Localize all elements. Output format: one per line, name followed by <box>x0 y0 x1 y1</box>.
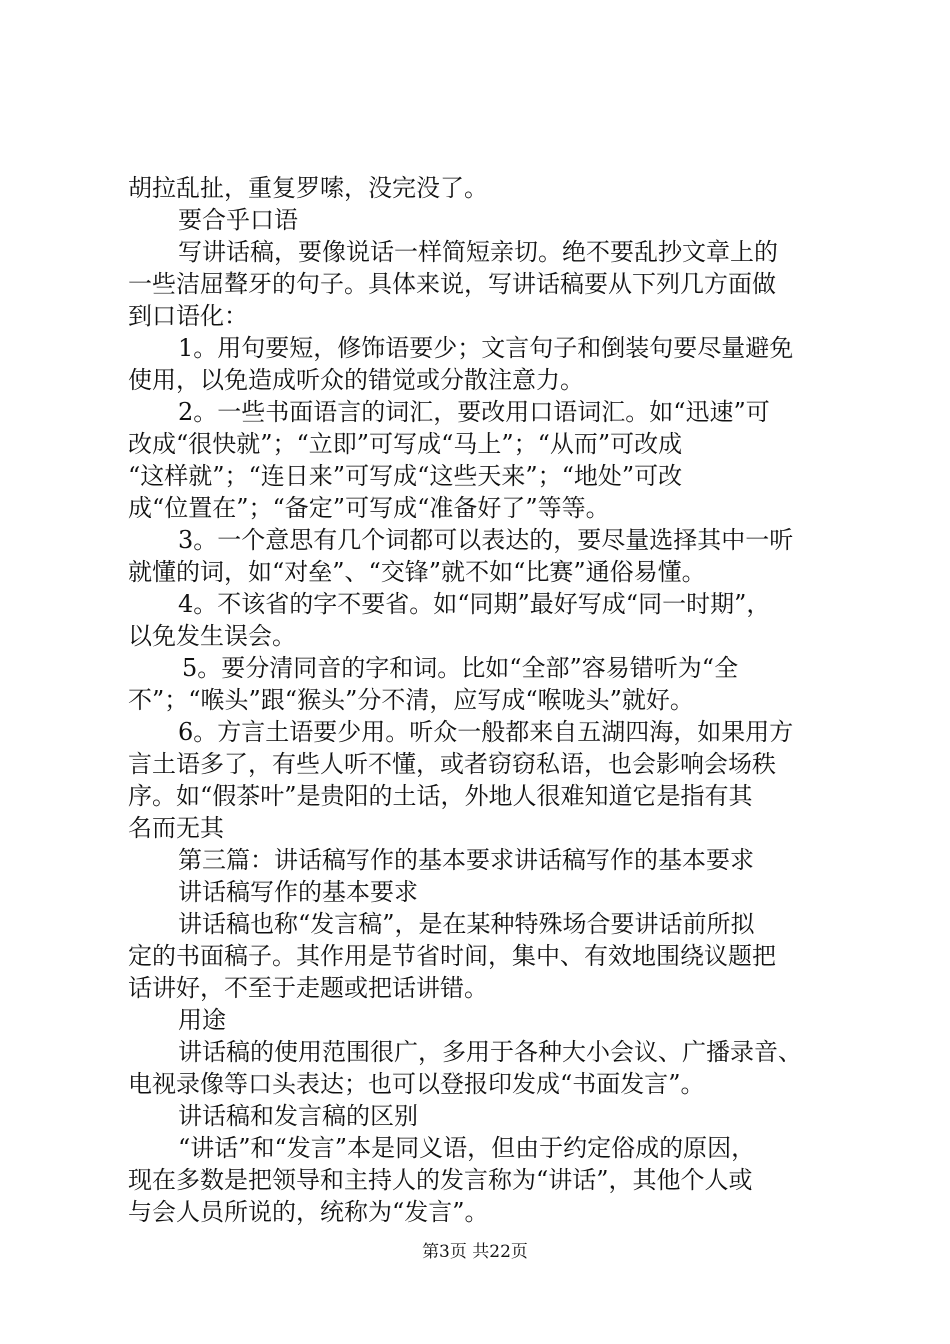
text-line: 定的书面稿子。其作用是节省时间，集中、有效地围绕议题把 <box>128 942 776 970</box>
text-line: “讲话”和“发言”本是同义语，但由于约定俗成的原因， <box>178 1134 756 1162</box>
section-heading: 讲话稿和发言稿的区别 <box>178 1102 418 1130</box>
list-item: 3。一个意思有几个词都可以表达的，要尽量选择其中一听 <box>178 526 794 554</box>
page-number: 第3页 共22页 <box>422 1242 528 1262</box>
text-line: 成“位置在”；“备定”可写成“准备好了”等等。 <box>128 494 610 522</box>
text-line: 电视录像等口头表达；也可以登报印发成“书面发言”。 <box>128 1070 705 1098</box>
text-line: 讲话稿也称“发言稿”，是在某种特殊场合要讲话前所拟 <box>178 910 755 938</box>
document-body <box>128 172 828 1228</box>
text-line: 序。如“假茶叶”是贵阳的土话，外地人很难知道它是指有其 <box>128 782 753 810</box>
text-line: 言土语多了，有些人听不懂，或者窃窃私语，也会影响会场秩 <box>128 750 776 778</box>
text-line: 改成“很快就”；“立即”可写成“马上”；“从而”可改成 <box>128 430 683 458</box>
text-line: 一些洁屈聱牙的句子。具体来说，写讲话稿要从下列几方面做 <box>128 270 776 298</box>
section-heading: 要合乎口语 <box>178 206 298 234</box>
text-line: 现在多数是把领导和主持人的发言称为“讲话”，其他个人或 <box>128 1166 753 1194</box>
text-line: “这样就”；“连日来”可写成“这些天来”；“地处”可改 <box>128 462 683 490</box>
text-line: 胡拉乱扯，重复罗嗦，没完没了。 <box>128 174 488 202</box>
list-item: 5。要分清同音的字和词。比如“全部”容易错听为“全 <box>182 654 739 682</box>
text-line: 话讲好，不至于走题或把话讲错。 <box>128 974 488 1002</box>
text-line: 到口语化： <box>128 302 248 330</box>
list-item: 4。不该省的字不要省。如“同期”最好写成“同一时期”， <box>178 590 771 618</box>
text-line: 与会人员所说的，统称为“发言”。 <box>128 1198 489 1226</box>
section-heading: 用途 <box>178 1006 226 1034</box>
text-line: 以免发生误会。 <box>128 622 296 650</box>
section-heading: 讲话稿写作的基本要求 <box>178 878 418 906</box>
text-line: 讲话稿的使用范围很广，多用于各种大小会议、广播录音、 <box>178 1038 802 1066</box>
text-line: 使用，以免造成听众的错觉或分散注意力。 <box>128 366 584 394</box>
text-line: 名而无其 <box>128 814 224 842</box>
list-item: 1。用句要短，修饰语要少；文言句子和倒装句要尽量避免 <box>178 334 794 362</box>
list-item: 2。一些书面语言的词汇，要改用口语词汇。如“迅速”可 <box>178 398 770 426</box>
chapter-title: 第三篇：讲话稿写作的基本要求讲话稿写作的基本要求 <box>178 846 754 874</box>
text-line: 就懂的词，如“对垒”、“交锋”就不如“比赛”通俗易懂。 <box>128 558 706 586</box>
text-line: 写讲话稿，要像说话一样简短亲切。绝不要乱抄文章上的 <box>178 238 778 266</box>
list-item: 6。方言土语要少用。听众一般都来自五湖四海，如果用方 <box>178 718 794 746</box>
text-line: 不”；“喉头”跟“猴头”分不清，应写成“喉咙头”就好。 <box>128 686 694 714</box>
